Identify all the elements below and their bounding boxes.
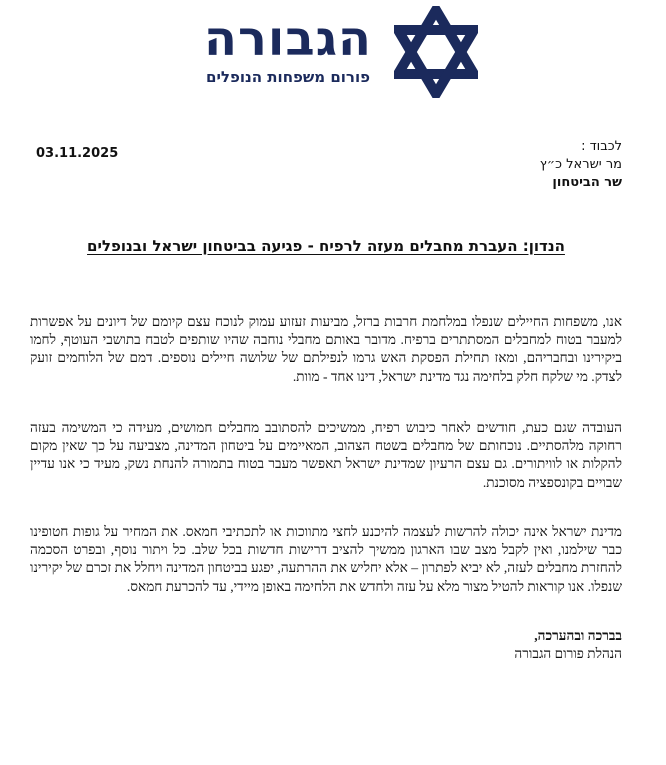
logo-subtitle: פורום משפחות הנופלים xyxy=(206,68,370,86)
recipient-title: שר הביטחון xyxy=(552,175,622,190)
body-paragraph-1: אנו, משפחות החיילים שנפלו במלחמת חרבות ברזל, מביעות זעזוע עמוק לנוכח עצם קיומם של דיונים על אפשרות למעבר בטוח למחבלים המסתתרים ברפיח. מדובר באותם מחבלי נוחבה שהיו שותפים לטבח בתושבי העוטף, לחמו ביקירינו ובחבריהם, ומאז תחילת הפסקת האש גרמו לנפילתם של שלושה חיילים נוספים. דמם של הלוחמים זועק לצדק. מי שלקח חלק בלחימה נגד מדינת ישראל, דינו אחד - מוות. xyxy=(30,314,622,384)
star-of-david-icon xyxy=(394,6,478,98)
closing-block xyxy=(322,627,622,663)
body-paragraph-2: העובדה שגם כעת, חודשים לאחר כיבוש רפיח, ממשיכים להסתובב מחבלים חמושים, מעידה כי המשימה בעזה רחוקה מלהסתיים. נוכחותם של מחבלים בשטח הצהוב, המאיימים על ביטחון המדינה, מצביעה על כך שאין מקום להקלות או לוויתורים. גם עצם הרעיון שמדינת ישראל תאפשר מעבר בטוח בתמורה להנחת נשק, מעיד כי אנו עדיין שבויים בקונספציה מסוכנת. xyxy=(30,420,622,490)
recipient-block xyxy=(362,138,622,192)
closing-signature: הנהלת פורום הגבורה xyxy=(514,646,622,662)
letterhead-logo xyxy=(188,6,478,98)
logo-title: הגבורה xyxy=(203,11,373,67)
letter-date: 03.11.2025 xyxy=(36,146,119,161)
closing-greeting: בברכה ובהערכה, xyxy=(534,628,622,643)
body-paragraph-3: מדינת ישראל אינה יכולה להרשות לעצמה להיכנע לחצי מתווכות או לתכתיבי חמאס. את המחיר על גופות חטופינו כבר שילמנו, ואין לקבל מצב שבו הארגון ממשיך להציב דרישות חדשות בכל שלב. כל ויתור נוסף, ובפרט הסכמה להחזרת מחבלים לעזה, לא יביא לפתרון – אלא יחליש את ההרתעה, יפגע בביטחון המדינה ויחלל את זכרם של יקירינו שנפלו. אנו קוראות להטיל מצור מלא על עזה ולחדש את הלחימה באופן מיידי, עד להכרעת חמאס. xyxy=(30,524,622,594)
recipient-line-to: לכבוד : xyxy=(581,139,622,154)
letter-subject: הנדון: העברת מחבלים מעזה לרפיח - פגיעה בביטחון ישראל ובנופלים xyxy=(87,237,565,255)
recipient-name: מר ישראל כ״ץ xyxy=(539,157,622,172)
